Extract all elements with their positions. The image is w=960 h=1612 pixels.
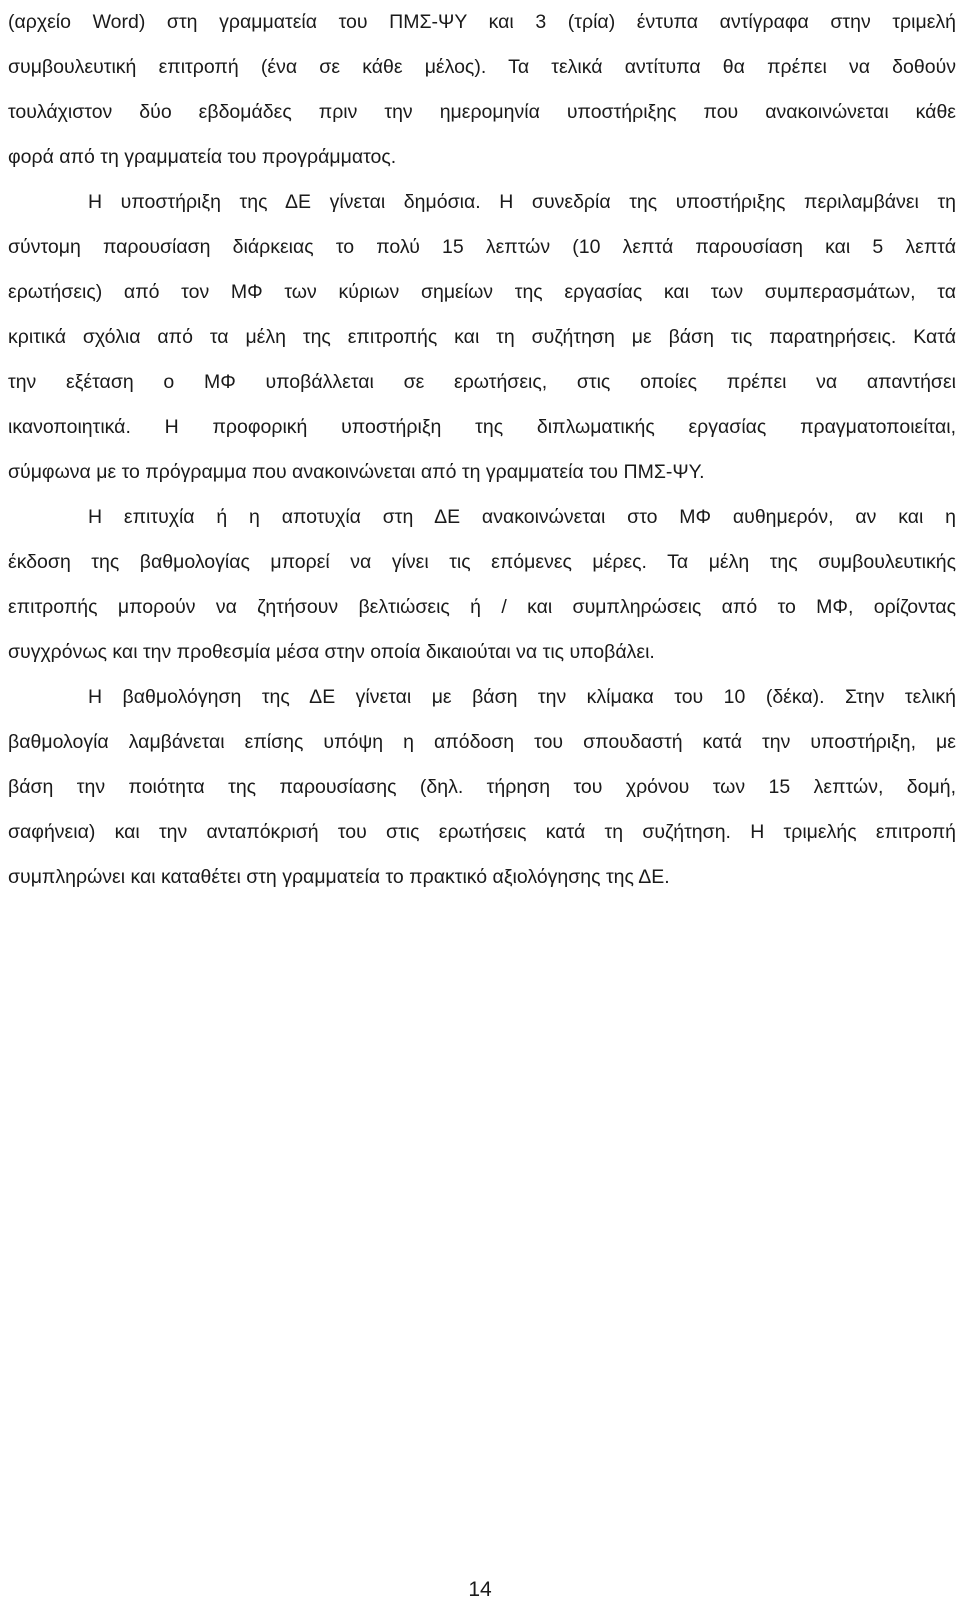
text-line: ερωτήσεις) από τον ΜΦ των κύριων σημείων της εργασίας και των συμπερασμάτων, τα: [8, 281, 956, 303]
text-line: ικανοποιητικά. Η προφορική υποστήριξη της διπλωματικής εργασίας πραγματοποιείται,: [8, 416, 956, 438]
text-line: κριτικά σχόλια από τα μέλη της επιτροπής και τη συζήτηση με βάση τις παρατηρήσεις. Κατά: [8, 326, 956, 348]
document-body: [8, 0, 956, 900]
text-line: επιτροπής μπορούν να ζητήσουν βελτιώσεις ή / και συμπληρώσεις από το ΜΦ, ορίζοντας: [8, 596, 956, 618]
paragraph-first-line: Η επιτυχία ή η αποτυχία στη ΔΕ ανακοινώνεται στο ΜΦ αυθημερόν, αν και η: [88, 506, 956, 528]
text-line: σύμφωνα με το πρόγραμμα που ανακοινώνεται από τη γραμματεία του ΠΜΣ-ΨΥ.: [8, 461, 705, 483]
text-line: σαφήνεια) και την ανταπόκρισή του στις ερωτήσεις κατά τη συζήτηση. Η τριμελής επιτροπή: [8, 821, 956, 843]
text-line: συμπληρώνει και καταθέτει στη γραμματεία το πρακτικό αξιολόγησης της ΔΕ.: [8, 866, 670, 888]
text-line: έκδοση της βαθμολογίας μπορεί να γίνει τις επόμενες μέρες. Τα μέλη της συμβουλευτικής: [8, 551, 956, 573]
text-line: συγχρόνως και την προθεσμία μέσα στην οποία δικαιούται να τις υποβάλει.: [8, 641, 655, 663]
text-line: τουλάχιστον δύο εβδομάδες πριν την ημερομηνία υποστήριξης που ανακοινώνεται κάθε: [8, 101, 956, 123]
text-line: βάση την ποιότητα της παρουσίασης (δηλ. τήρηση του χρόνου των 15 λεπτών, δομή,: [8, 776, 956, 798]
text-line: σύντομη παρουσίαση διάρκειας το πολύ 15 λεπτών (10 λεπτά παρουσίαση και 5 λεπτά: [8, 236, 956, 258]
text-line: φορά από τη γραμματεία του προγράμματος.: [8, 146, 397, 168]
text-line: βαθμολογία λαμβάνεται επίσης υπόψη η απόδοση του σπουδαστή κατά την υποστήριξη, με: [8, 731, 956, 753]
page-number: 14: [468, 1578, 492, 1601]
paragraph-first-line: Η υποστήριξη της ΔΕ γίνεται δημόσια. Η συνεδρία της υποστήριξης περιλαμβάνει τη: [88, 191, 956, 213]
paragraph-first-line: Η βαθμολόγηση της ΔΕ γίνεται με βάση την κλίμακα του 10 (δέκα). Στην τελική: [88, 686, 956, 708]
text-line: συμβουλευτική επιτροπή (ένα σε κάθε μέλος). Τα τελικά αντίτυπα θα πρέπει να δοθούν: [8, 56, 956, 78]
text-line: την εξέταση ο ΜΦ υποβάλλεται σε ερωτήσεις, στις οποίες πρέπει να απαντήσει: [8, 371, 956, 393]
text-line: (αρχείο Word) στη γραμματεία του ΠΜΣ-ΨΥ και 3 (τρία) έντυπα αντίγραφα στην τριμελή: [8, 11, 956, 33]
